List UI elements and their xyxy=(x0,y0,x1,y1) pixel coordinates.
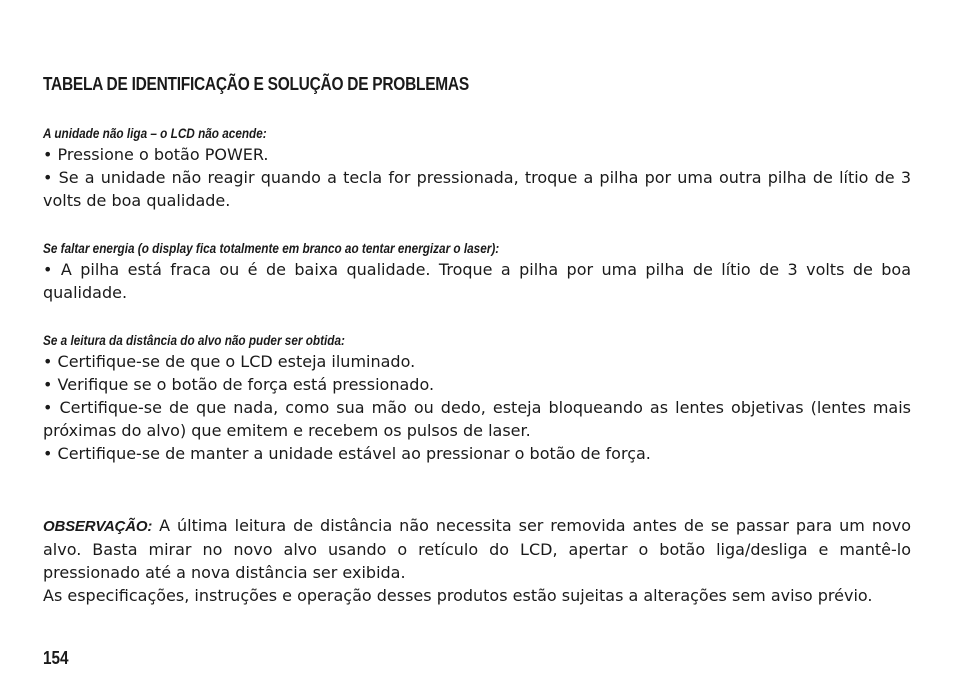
list-item: • Certifique-se de que o LCD esteja iluminado. xyxy=(43,352,416,371)
list-item: • Certifique-se de manter a unidade estável ao pressionar o botão de força. xyxy=(43,444,651,463)
section-heading: A unidade não liga – o LCD não acende: xyxy=(43,125,267,141)
disclaimer-text: As especificações, instruções e operação desses produtos estão sujeitas a alterações sem aviso prévio. xyxy=(43,586,873,605)
section-heading: Se faltar energia (o display fica totalmente em branco ao tentar energizar o laser): xyxy=(43,240,500,256)
page-number: 154 xyxy=(43,648,69,668)
note-paragraph xyxy=(43,514,911,584)
list-item: • Certifique-se de que nada, como sua mão ou dedo, esteja bloqueando as lentes objetivas (lentes mais próximas do alvo) que emitem e recebem os pulsos de laser. xyxy=(43,398,911,440)
note-block xyxy=(43,514,911,607)
section-unit-not-turning-on xyxy=(43,123,911,212)
list-item: • Verifique se o botão de força está pressionado. xyxy=(43,375,435,394)
list-item: • Pressione o botão POWER. xyxy=(43,145,269,164)
section-heading: Se a leitura da distância do alvo não puder ser obtida: xyxy=(43,332,345,348)
note-text: A última leitura de distância não necessita ser removida antes de se passar para um novo alvo. Basta mirar no novo alvo usando o retículo do LCD, apertar o botão liga/desliga e mantê-lo pressionado até a nova distância ser exibida. xyxy=(43,516,911,582)
page-title: TABELA DE IDENTIFICAÇÃO E SOLUÇÃO DE PROBLEMAS xyxy=(43,74,469,94)
section-power-loss xyxy=(43,238,911,304)
section-distance-not-obtained xyxy=(43,330,911,465)
list-item: • A pilha está fraca ou é de baixa qualidade. Troque a pilha por uma pilha de lítio de 3 volts de boa qualidade. xyxy=(43,260,911,302)
manual-page xyxy=(43,0,911,694)
note-label: OBSERVAÇÃO: xyxy=(43,518,153,535)
list-item: • Se a unidade não reagir quando a tecla for pressionada, troque a pilha por uma outra pilha de lítio de 3 volts de boa qualidade. xyxy=(43,168,911,210)
